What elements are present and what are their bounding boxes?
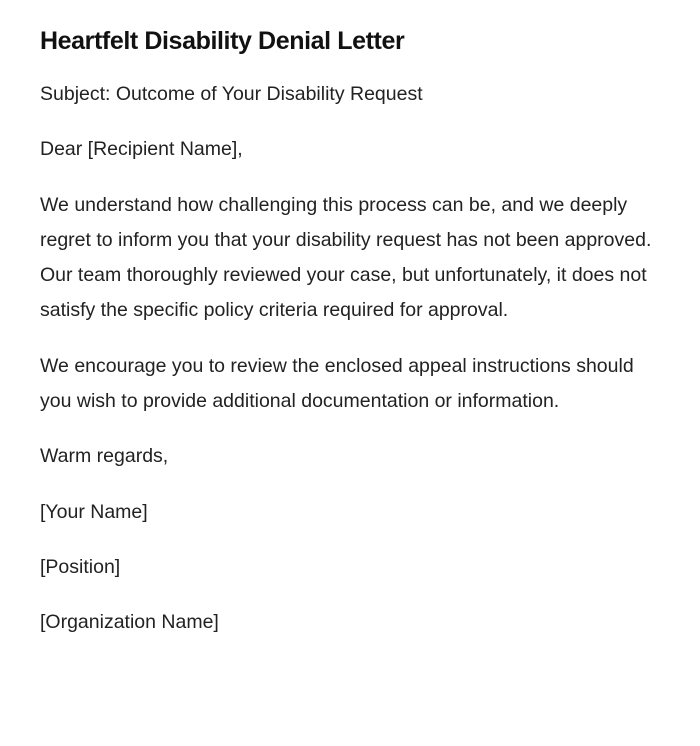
- closing: Warm regards,: [40, 445, 169, 468]
- signature-organization: [Organization Name]: [40, 611, 219, 634]
- page-title: Heartfelt Disability Denial Letter: [40, 27, 405, 55]
- salutation: Dear [Recipient Name],: [40, 138, 243, 161]
- subject-line: Subject: Outcome of Your Disability Request: [40, 83, 423, 105]
- body-paragraph: We encourage you to review the enclosed appeal instructions should you wish to provide additional documentation or information.: [40, 354, 634, 413]
- signature-name: [Your Name]: [40, 500, 148, 523]
- body-paragraph: We understand how challenging this process can be, and we deeply regret to inform you that your disability request has not been approved. Our team thoroughly reviewed your case, but unfortunately, it does not satisfy the specific policy criteria required for approval.: [40, 193, 652, 322]
- signature-position: [Position]: [40, 555, 121, 578]
